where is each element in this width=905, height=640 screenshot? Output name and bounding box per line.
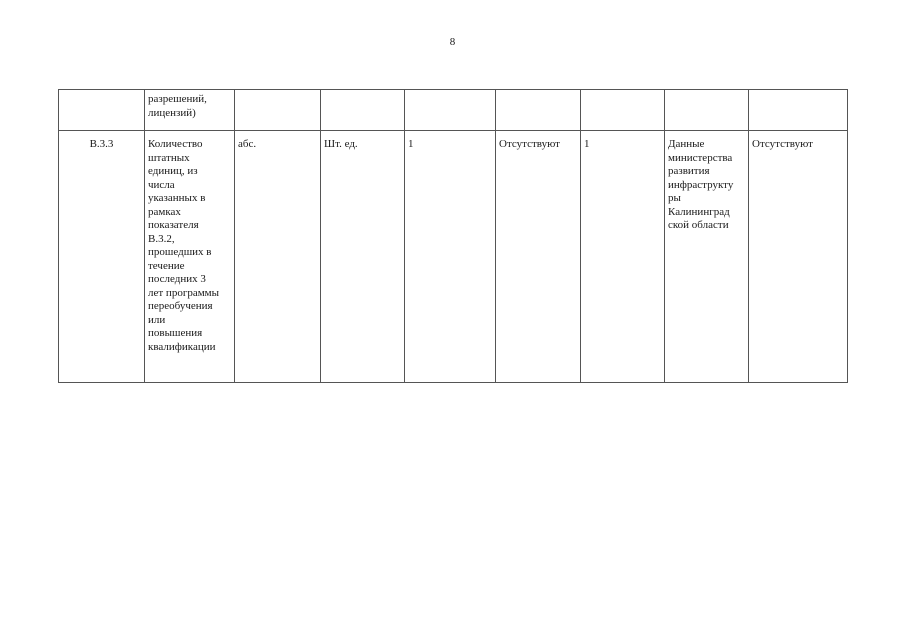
indicator-name-line: указанных в [148,192,206,204]
unit-cell: Шт. ед. [321,131,405,383]
fact-value-cell [749,90,848,131]
data-source-line: ской области [668,219,729,231]
indicator-name-line: числа [148,178,175,191]
indicator-name-line: последних 3 [148,273,206,285]
data-source-cell [665,90,749,131]
indicator-name-line: Количество [148,138,203,150]
indicator-name-line: единиц, из [148,165,198,177]
table-row [59,131,848,383]
indicator-name-line: показателя [148,219,199,231]
unit-cell [321,90,405,131]
indicator-name-cell [145,131,235,383]
data-source-line: министерства [668,151,733,164]
plan-value-cell: 1 [581,131,665,383]
data-source-line: Данные [668,138,705,150]
indicator-table [58,89,848,383]
indicator-name-line: переобучения [148,300,213,312]
indicator-name-line: штатных [148,151,190,164]
indicator-name-cell [145,90,235,131]
table-row [59,90,848,131]
indicator-name-line: течение [148,259,185,272]
data-source-line: ры [668,192,681,204]
indicator-name-line: прошедших в [148,246,212,258]
base-value-cell [405,90,496,131]
indicator-type-cell: абс. [235,131,321,383]
indicator-name-line: рамках [148,205,181,218]
data-source-cell [665,131,749,383]
fact-value-cell: Отсутствуют [749,131,848,383]
indicator-name-line: повышения [148,327,203,339]
target-value-cell: Отсутствуют [496,131,581,383]
data-source-line: Калининград [668,205,730,218]
indicator-name-line: квалификации [148,340,216,353]
target-value-cell [496,90,581,131]
indicator-name-line: лицензий) [148,106,196,119]
base-value-cell: 1 [405,131,496,383]
data-source-line: развития [668,165,710,177]
indicator-name-line: лет программы [148,286,220,299]
indicator-code-cell: В.3.3 [59,131,145,383]
plan-value-cell [581,90,665,131]
indicator-name-line: разрешений, [148,93,207,105]
indicator-code-cell [59,90,145,131]
page-number: 8 [449,36,456,48]
data-source-line: инфраструкту [668,178,734,191]
indicator-name-line: или [148,313,166,326]
indicator-type-cell [235,90,321,131]
indicator-name-line: В.3.2, [148,232,175,245]
